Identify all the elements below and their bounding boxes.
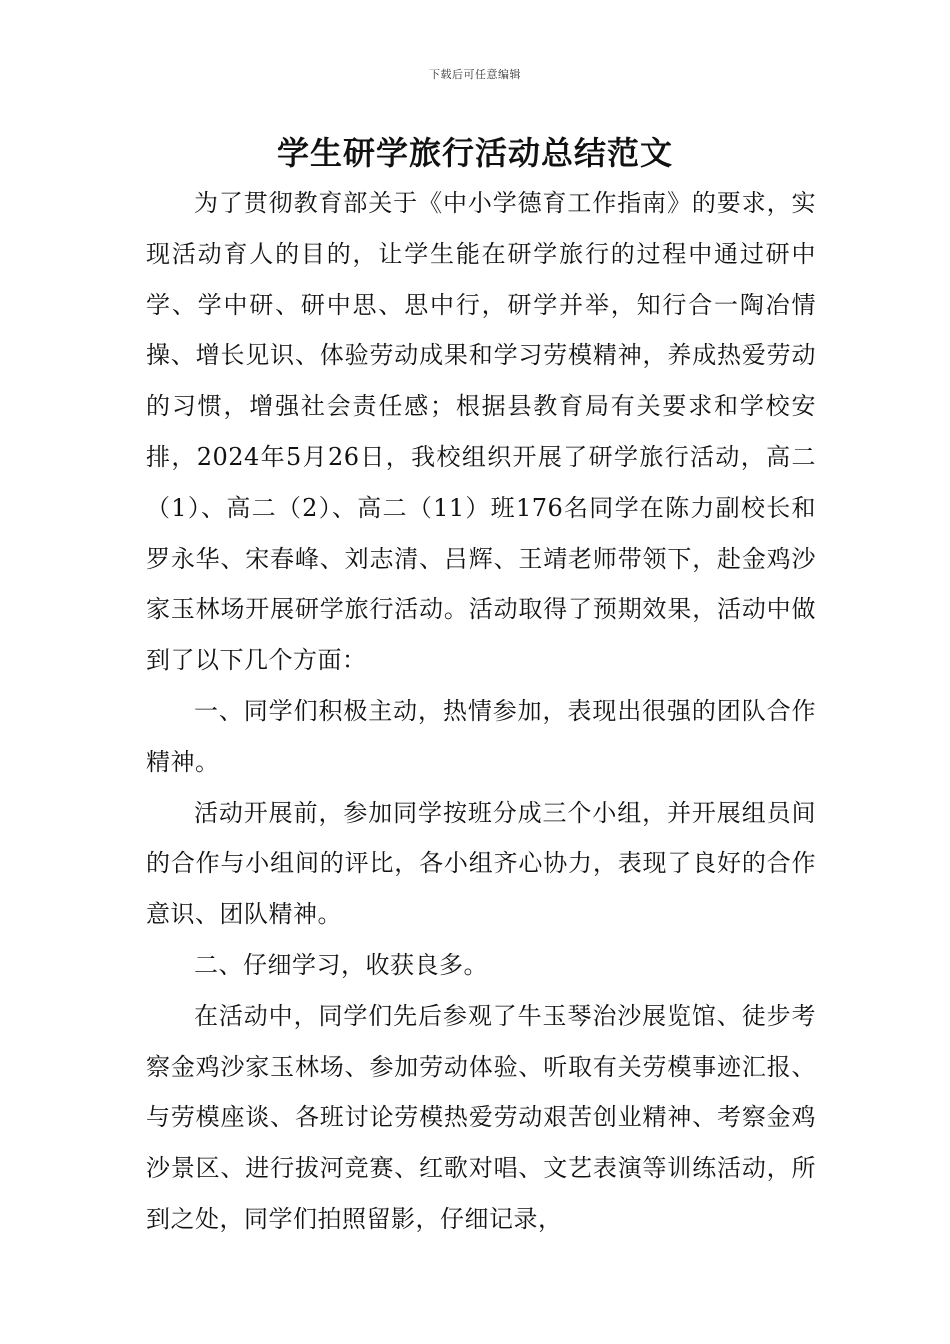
document-title: 学生研学旅行活动总结范文 bbox=[276, 134, 673, 172]
paragraph-section-one-heading: 一、同学们积极主动，热情参加，表现出很强的团队合作精神。 bbox=[146, 696, 816, 776]
paragraph-intro: 为了贯彻教育部关于《中小学德育工作指南》的要求，实现活动育人的目的，让学生能在研学旅行的过程中通过研中学、学中研、研中思、思中行，研学并举，知行合一陶冶情操、增长见识、体验劳动成果和学习劳模精神，养成热爱劳动的习惯，增强社会责任感；根据县教育局有关要求和学校安排，2024年5月26日，我校组织开展了研学旅行活动，高二（1）、高二（2）、高二（11）班176名同学在陈力副校长和罗永华、宋春峰、刘志清、吕辉、王靖老师带领下，赴金鸡沙家玉林场开展研学旅行活动。活动取得了预期效果，活动中做到了以下几个方面： bbox=[146, 189, 816, 675]
paragraph-section-two-body: 在活动中，同学们先后参观了牛玉琴治沙展览馆、徒步考察金鸡沙家玉林场、参加劳动体验、听取有关劳模事迹汇报、与劳模座谈、各班讨论劳模热爱劳动艰苦创业精神、考察金鸡沙景区、进行拔河竞赛、红歌对唱、文艺表演等训练活动，所到之处，同学们拍照留影，仔细记录， bbox=[146, 1001, 816, 1233]
header-note: 下载后可任意编辑 bbox=[429, 68, 521, 81]
paragraph-section-two-heading: 二、仔细学习，收获良多。 bbox=[194, 950, 488, 979]
document-body bbox=[146, 178, 816, 1245]
paragraph-section-one-body: 活动开展前，参加同学按班分成三个小组，并开展组员间的合作与小组间的评比，各小组齐心协力，表现了良好的合作意识、团队精神。 bbox=[146, 798, 816, 929]
